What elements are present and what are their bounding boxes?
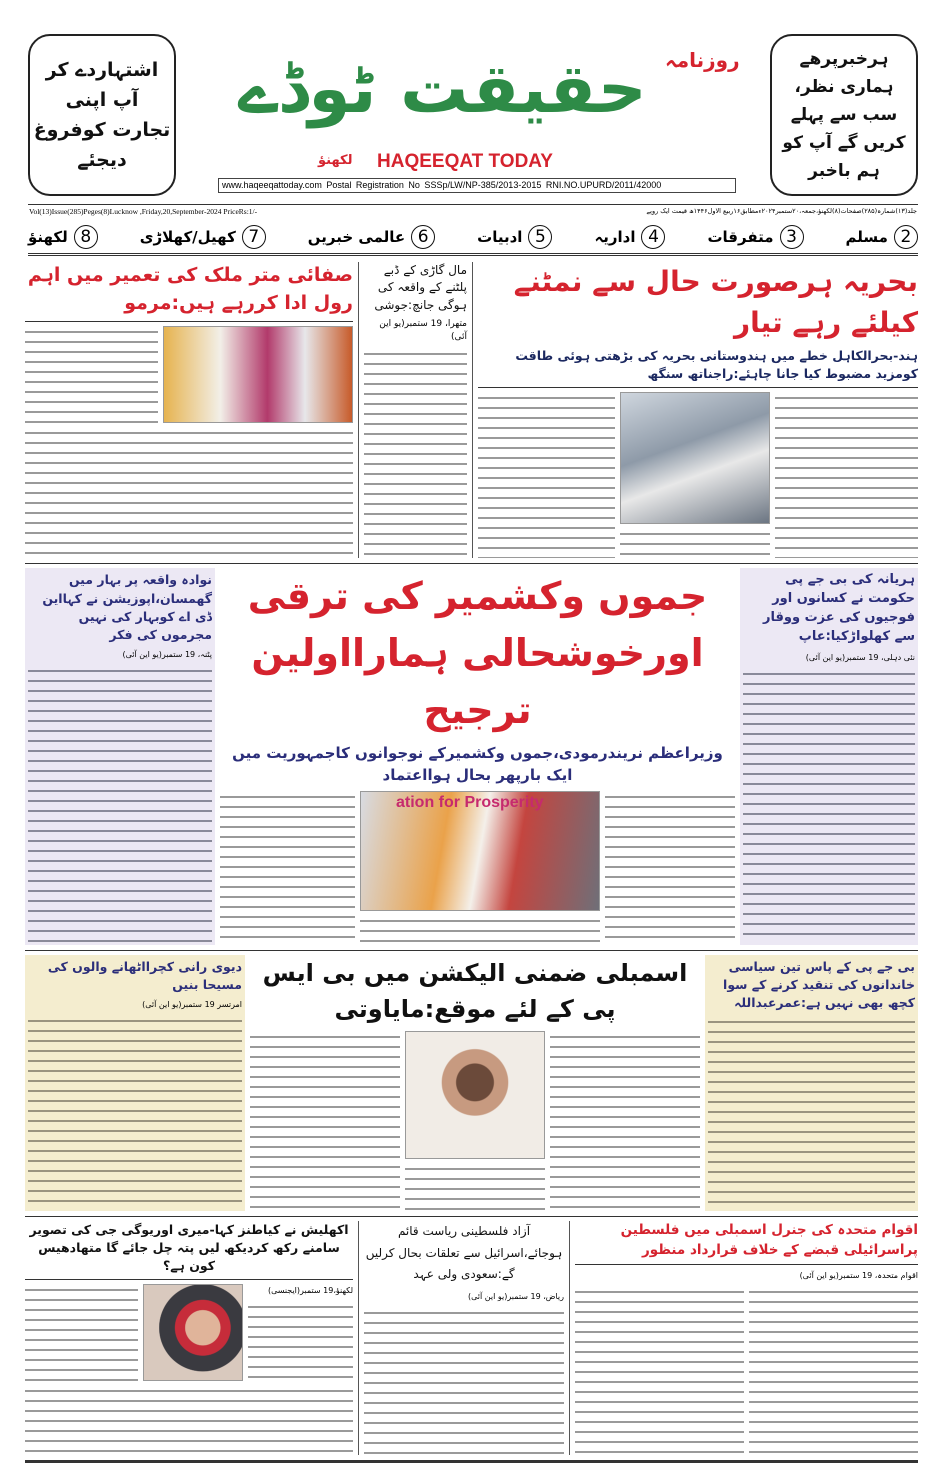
section-number: 2 — [894, 225, 918, 249]
section-label: کھیل/کھلاڑی — [139, 228, 236, 246]
omar-headline[interactable]: بی جے پی کے پاس تین سیاسی خاندانوں کی تنقید کرنے کے سوا کچھ بھی نہیں ہے:عمرعبداللہ — [723, 958, 915, 1011]
mayawati-body-text — [250, 1031, 400, 1211]
mayawati-headline[interactable]: اسمبلی ضمنی الیکشن میں بی ایس پی کے لئے موقع:مایاوتی — [262, 958, 688, 1023]
haryana-headline[interactable]: ہریانہ کی بی جے پی حکومت نے کسانوں اور فوجیوں کی عزت ووقار سے کھلواڑکیا:عاپ — [763, 572, 915, 644]
modi-photo — [360, 791, 600, 911]
section-item[interactable] — [846, 225, 918, 249]
navy-photo — [620, 392, 770, 524]
murmu-headline[interactable]: صفائی متر ملک کی تعمیر میں اہم رول ادا کررہے ہیں:مرمو — [27, 264, 353, 314]
section-item[interactable] — [707, 225, 803, 249]
row-bottom — [25, 1217, 918, 1463]
murmu-story — [25, 262, 353, 558]
saudi-body-text — [364, 1307, 564, 1455]
un-body-text — [575, 1286, 744, 1455]
train-dateline: متھرا، 19 ستمبر(یو این آئی) — [379, 319, 467, 343]
navy-story — [478, 262, 918, 558]
section-label: ادبیات — [477, 228, 523, 246]
section-label: مسلم — [845, 228, 888, 246]
english-title: HAQEEQAT TODAY — [377, 151, 553, 172]
akhilesh-headline[interactable]: اکھلیش نے کیاطنز کہا-میری اوریوگی جی کی تصویر سامنے رکھ کردیکھ لیں پتہ چل جائے گا متھادھیس کون ہے؟ — [29, 1221, 349, 1274]
navy-headline[interactable]: بحریہ ہرصورت حال سے نمٹنے کیلئے رہے تیار — [513, 265, 918, 339]
left-advert-box — [28, 34, 176, 196]
mayawati-body-text — [405, 1163, 545, 1211]
murmu-photo — [163, 326, 353, 423]
section-number: 6 — [411, 225, 435, 249]
row-lower — [25, 951, 918, 1217]
section-number: 4 — [641, 225, 665, 249]
section-number: 8 — [74, 225, 98, 249]
train-headline[interactable]: مال گاڑی کے ڈبے پلٹنے کے واقعہ کی ہوگی جانچ:جوشی — [374, 263, 467, 312]
right-slogan-box — [770, 34, 918, 196]
haryana-dateline: نئی دہلی، 19 ستمبر(یو این آئی) — [805, 652, 915, 662]
mayawati-photo — [405, 1031, 545, 1159]
bihar-body-text — [28, 665, 212, 942]
akhilesh-photo — [143, 1284, 243, 1381]
masthead-logo: حقیقت ٹوڈے — [238, 50, 647, 129]
haryana-body-text — [743, 668, 915, 942]
section-number: 7 — [242, 225, 266, 249]
devi-dateline: امرتسر 19 ستمبر(یو این آئی) — [142, 1000, 242, 1010]
section-label: متفرقات — [707, 228, 774, 246]
un-headline[interactable]: اقوام متحدہ کی جنرل اسمبلی میں فلسطین پراسرائیلی قبضے کے خلاف قرارداد منظور — [620, 1221, 918, 1258]
issue-info: Vol(13)Issue(285)Peges(8)Lucknow ,Friday,20,September-2024 PriceRs:1/- — [29, 207, 258, 216]
mayawati-body-text — [550, 1031, 700, 1211]
modi-story — [220, 568, 735, 945]
akhilesh-body-text — [25, 1284, 138, 1381]
registration-bar: www.haqeeqattoday.com Postal Registration No SSSp/LW/NP-385/2013-2015 RNI.NO.UPURD/2011/42000 — [218, 178, 736, 193]
omar-body-text — [708, 1016, 915, 1208]
devi-body-text — [28, 1015, 242, 1208]
bihar-dateline: پٹنہ، 19 ستمبر(یو این آئی) — [122, 649, 212, 659]
un-body-text — [749, 1286, 918, 1455]
mayawati-story — [250, 955, 700, 1211]
section-item[interactable] — [140, 225, 266, 249]
omar-story — [705, 955, 918, 1211]
section-label: عالمی خبریں — [307, 228, 406, 246]
navy-body-text — [620, 528, 770, 558]
photo-banner-text: ation for Prosperity — [396, 793, 544, 811]
section-item[interactable] — [28, 225, 98, 249]
row-middle — [25, 564, 918, 951]
masthead-prefix: روزنامہ — [665, 48, 740, 72]
murmu-body-text — [25, 326, 158, 423]
ad-line: تجارت کوفروغ — [33, 119, 171, 141]
section-item[interactable] — [308, 225, 435, 249]
news-grid — [25, 258, 918, 1463]
section-item[interactable] — [594, 225, 665, 249]
modi-headline[interactable]: جموں وکشمیر کی ترقی اورخوشحالی ہمارااولین ترجیح — [247, 574, 708, 733]
saudi-headline[interactable]: آزاد فلسطینی ریاست قائم ہوجائے،اسرائیل سے تعلقات بحال کرلیں گے:سعودی ولی عہد — [365, 1223, 563, 1282]
ad-line: اشتہاردے کر — [45, 59, 159, 81]
section-label: لکھنؤ — [28, 228, 68, 246]
ad-line: آپ اپنی — [65, 89, 139, 111]
slogan-line: ہرخبرپرھے — [799, 49, 889, 69]
masthead-city: لکھنؤ — [318, 153, 353, 168]
navy-body-text — [775, 392, 918, 558]
un-story — [575, 1221, 918, 1455]
row-top — [25, 258, 918, 564]
akhilesh-body-text — [248, 1301, 353, 1381]
section-nav — [28, 222, 918, 252]
slogan-line: سب سے پہلے — [790, 105, 898, 125]
ad-line: دیجئے — [77, 149, 127, 171]
section-item[interactable] — [477, 225, 552, 249]
devi-story — [25, 955, 245, 1211]
modi-body-text — [605, 791, 735, 945]
saudi-story — [364, 1221, 564, 1455]
saudi-dateline: ریاض، 19 ستمبر(یو این آئی) — [468, 1291, 564, 1301]
akhilesh-story — [25, 1221, 353, 1455]
murmu-body-text — [25, 427, 353, 558]
modi-body-text — [220, 791, 355, 945]
haryana-story — [740, 568, 918, 945]
navy-body-text — [478, 392, 615, 558]
bihar-headline[interactable]: نوادہ واقعہ پر بہار میں گھمسان،اپوزیشن نے کہااین ڈی اے کوبہار کی نہیں مجرموں کی فکر — [42, 572, 212, 642]
modi-body-text — [360, 915, 600, 945]
akhilesh-body-text — [25, 1385, 353, 1455]
navy-subheadline: ہند-بحرالکاہل خطے میں ہندوستانی بحریہ کی بڑھتی ہوئی طاقت کومزید مضبوط کیا جانا چاہئے:راجناتھ سنگھ — [515, 348, 918, 382]
bihar-story — [25, 568, 215, 945]
modi-subheadline: وزیراعظم نریندرمودی،جموں وکشمیرکے نوجوانوں کاجمہوریت میں ایک بارپھر بحال ہوااعتماد — [232, 744, 723, 785]
section-number: 3 — [780, 225, 804, 249]
train-body-text — [364, 348, 467, 558]
section-number: 5 — [528, 225, 552, 249]
devi-headline[interactable]: دیوی رانی کچرااٹھانے والوں کی مسیحا بنیں — [47, 958, 242, 993]
slogan-line: کریں گے آپ کو — [782, 133, 906, 153]
issue-info-urdu: جلد(۱۳)شمارہ(۲۸۵)صفحات(۸)لکھنؤ،جمعہ،۲۰ستمبر۲۰۲۴ءمطابق۱۶ربیع الاول۱۴۴۶ھ قیمت ایک روپے — [646, 207, 917, 215]
akhilesh-dateline: لکھنؤ،19 ستمبر(ایجنسی) — [267, 1286, 353, 1296]
un-dateline: اقوام متحدہ، 19 ستمبر(یو این آئی) — [799, 1271, 918, 1281]
section-label: اداریہ — [594, 228, 636, 246]
slogan-line: ہم باخبر — [808, 161, 880, 181]
train-story — [364, 262, 467, 558]
slogan-line: ہماری نظر، — [794, 77, 894, 97]
